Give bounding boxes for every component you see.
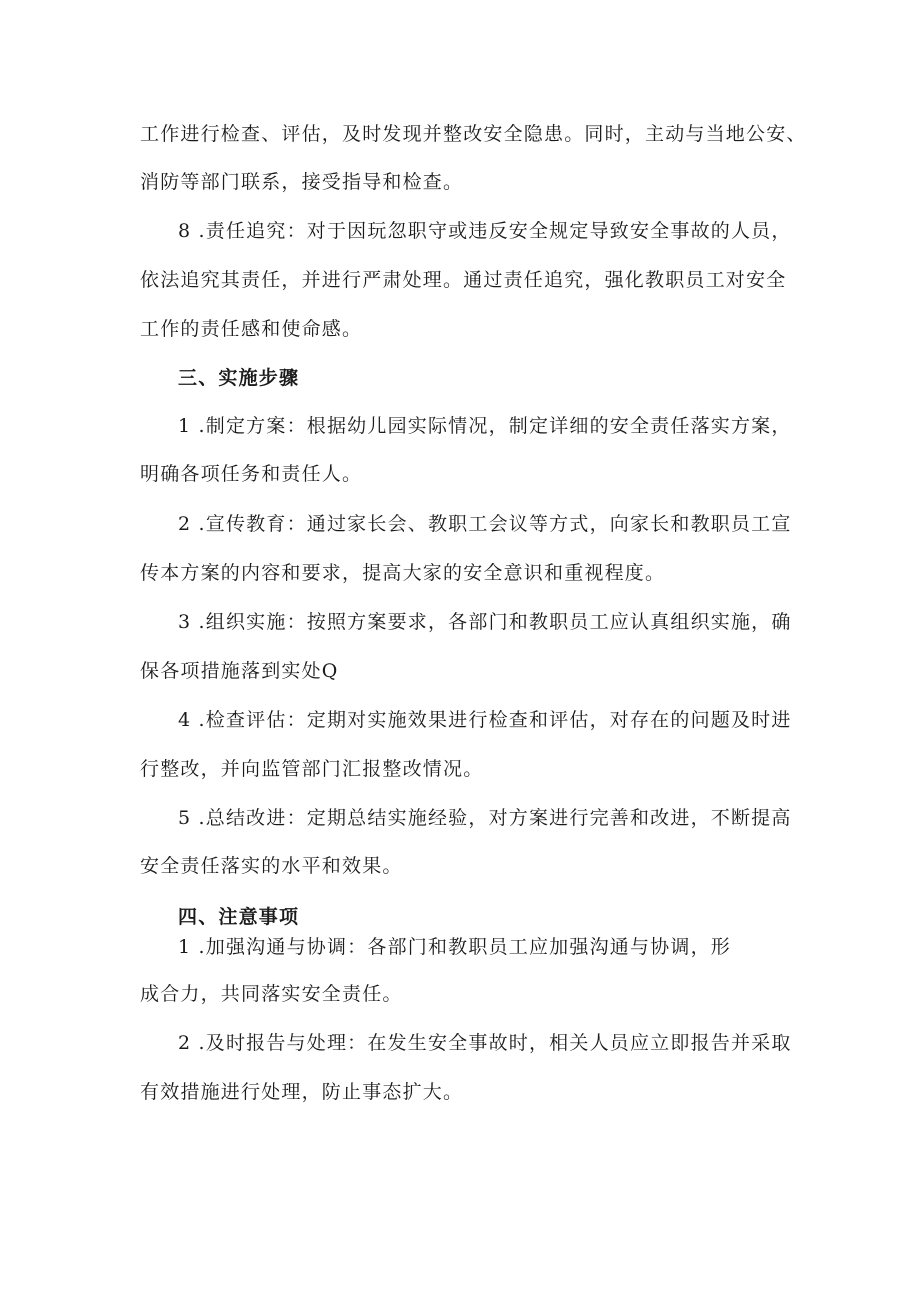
paragraph-line: 行整改，并向监管部门汇报整改情况。 — [140, 758, 484, 780]
list-item-communication: 1 .加强沟通与协调：各部门和教职员工应加强沟通与协调，形 — [178, 936, 731, 958]
paragraph-line: 传本方案的内容和要求，提高大家的安全意识和重视程度。 — [140, 562, 666, 584]
section-heading-implementation: 三、实施步骤 — [178, 367, 300, 389]
list-item-plan: 1 .制定方案：根据幼儿园实际情况，制定详细的安全责任落实方案， — [178, 415, 792, 437]
list-item-responsibility: 8 .责任追究：对于因玩忽职守或违反安全规定导致安全事故的人员， — [178, 220, 792, 242]
paragraph-line: 工作进行检查、评估，及时发现并整改安全隐患。同时，主动与当地公安、 — [140, 123, 807, 145]
list-item-education: 2 .宣传教育：通过家长会、教职工会议等方式，向家长和教职员工宣 — [178, 513, 792, 535]
list-item-organize: 3 .组织实施：按照方案要求，各部门和教职员工应认真组织实施，确 — [178, 611, 792, 633]
paragraph-line: 有效措施进行处理，防止事态扩大。 — [140, 1081, 464, 1103]
list-item-summary: 5 .总结改进：定期总结实施经验，对方案进行完善和改进，不断提高 — [178, 807, 792, 829]
list-item-reporting: 2 .及时报告与处理：在发生安全事故时，相关人员应立即报告并采取 — [178, 1032, 792, 1054]
paragraph-line: 明确各项任务和责任人。 — [140, 463, 363, 485]
section-heading-notes: 四、注意事项 — [178, 906, 300, 928]
list-item-inspection: 4 .检查评估：定期对实施效果进行检查和评估，对存在的问题及时进 — [178, 709, 792, 731]
paragraph-line: 依法追究其责任，并进行严肃处理。通过责任追究，强化教职员工对安全 — [140, 269, 787, 291]
paragraph-line: 消防等部门联系，接受指导和检查。 — [140, 171, 464, 193]
paragraph-line: 工作的责任感和使命感。 — [140, 318, 363, 340]
paragraph-line: 成合力，共同落实安全责任。 — [140, 983, 403, 1005]
paragraph-line: 保各项措施落到实处Q — [140, 660, 339, 682]
paragraph-line: 安全责任落实的水平和效果。 — [140, 855, 403, 877]
